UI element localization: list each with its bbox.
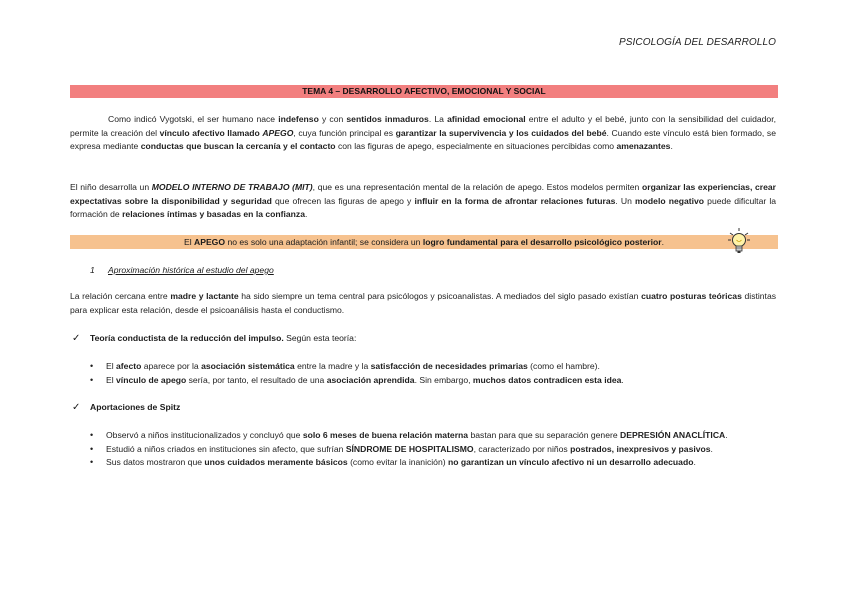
topic-title-bar: TEMA 4 – DESARROLLO AFECTIVO, EMOCIONAL Y SOCIAL [70,85,778,98]
bullet-icon: • [90,457,94,468]
theory-heading-drive-reduction: ✓ Teoría conductista de la reducción del impulso. Según esta teoría: [72,333,357,344]
paragraph-attachment-intro: Como indicó Vygotski, el ser humano nace indefenso y con sentidos inmaduros. La afinidad emocional entre el adulto y el bebé, junto con la sensibilidad del cuidador, permite la creación del vínculo afectivo llamado APEGO, cuya función principal es garantizar la supervivencia y los cuidados del bebé. Cuando este vínculo está bien formado, se expresa mediante conductas que buscan la cercanía y el contacto con las figuras de apego, especialmente en situaciones percibidas como amenazantes. [70,114,776,152]
section-heading-historical-approach: 1 Aproximación histórica al estudio del apego [90,265,274,275]
lightbulb-icon [727,227,751,255]
spitz-bullet-list [90,429,762,470]
paragraph-internal-working-model: El niño desarrolla un MODELO INTERNO DE TRABAJO (MIT), que es una representación mental de la relación de apego. Estos modelos permiten organizar las experiencias, crear expectativas sobre la disponibilidad y seguridad que ofrecen las figuras de apego y influir en la forma de afrontar relaciones futuras. Un modelo negativo puede dificultar la formación de relaciones íntimas y basadas en la confianza. [70,182,777,220]
checkmark-icon: ✓ [72,402,81,413]
list-item: • El afecto aparece por la asociación sistemática entre la madre y la satisfacción de necesidades primarias (como el hambre). [90,360,762,374]
list-item: • Observó a niños institucionalizados y concluyó que solo 6 meses de buena relación materna bastan para que su separación genere DEPRESIÓN ANACLÍTICA. [90,429,762,443]
running-header: PSICOLOGÍA DEL DESARROLLO [619,37,776,48]
bullet-icon: • [90,430,94,440]
drive-reduction-bullet-list [90,360,762,387]
bullet-icon: • [90,361,94,371]
checkmark-icon: ✓ [72,333,81,344]
key-idea-highlight: El APEGO no es solo una adaptación infantil; se considera un logro fundamental para el desarrollo psicológico posterior. [70,235,778,249]
list-item: • Estudió a niños criados en instituciones sin afecto, que sufrían SÍNDROME DE HOSPITALISMO, caracterizado por niños postrados, inexpresivos y pasivos. [90,443,762,457]
bullet-icon: • [90,374,94,385]
paragraph-historical-context: La relación cercana entre madre y lactante ha sido siempre un tema central para psicólogos y psicoanalistas. A mediados del siglo pasado existían cuatro posturas teóricas distintas para explicar esta relación, desde el psicoanálisis hasta el conductismo. [70,291,777,315]
list-item: • El vínculo de apego sería, por tanto, el resultado de una asociación aprendida. Sin embargo, muchos datos contradicen esta idea. [90,374,762,388]
bullet-icon: • [90,443,94,454]
list-item: • Sus datos mostraron que unos cuidados meramente básicos (como evitar la inanición) no garantizan un vínculo afectivo ni un desarrollo adecuado. [90,456,762,470]
theory-heading-spitz: ✓ Aportaciones de Spitz [72,402,181,413]
